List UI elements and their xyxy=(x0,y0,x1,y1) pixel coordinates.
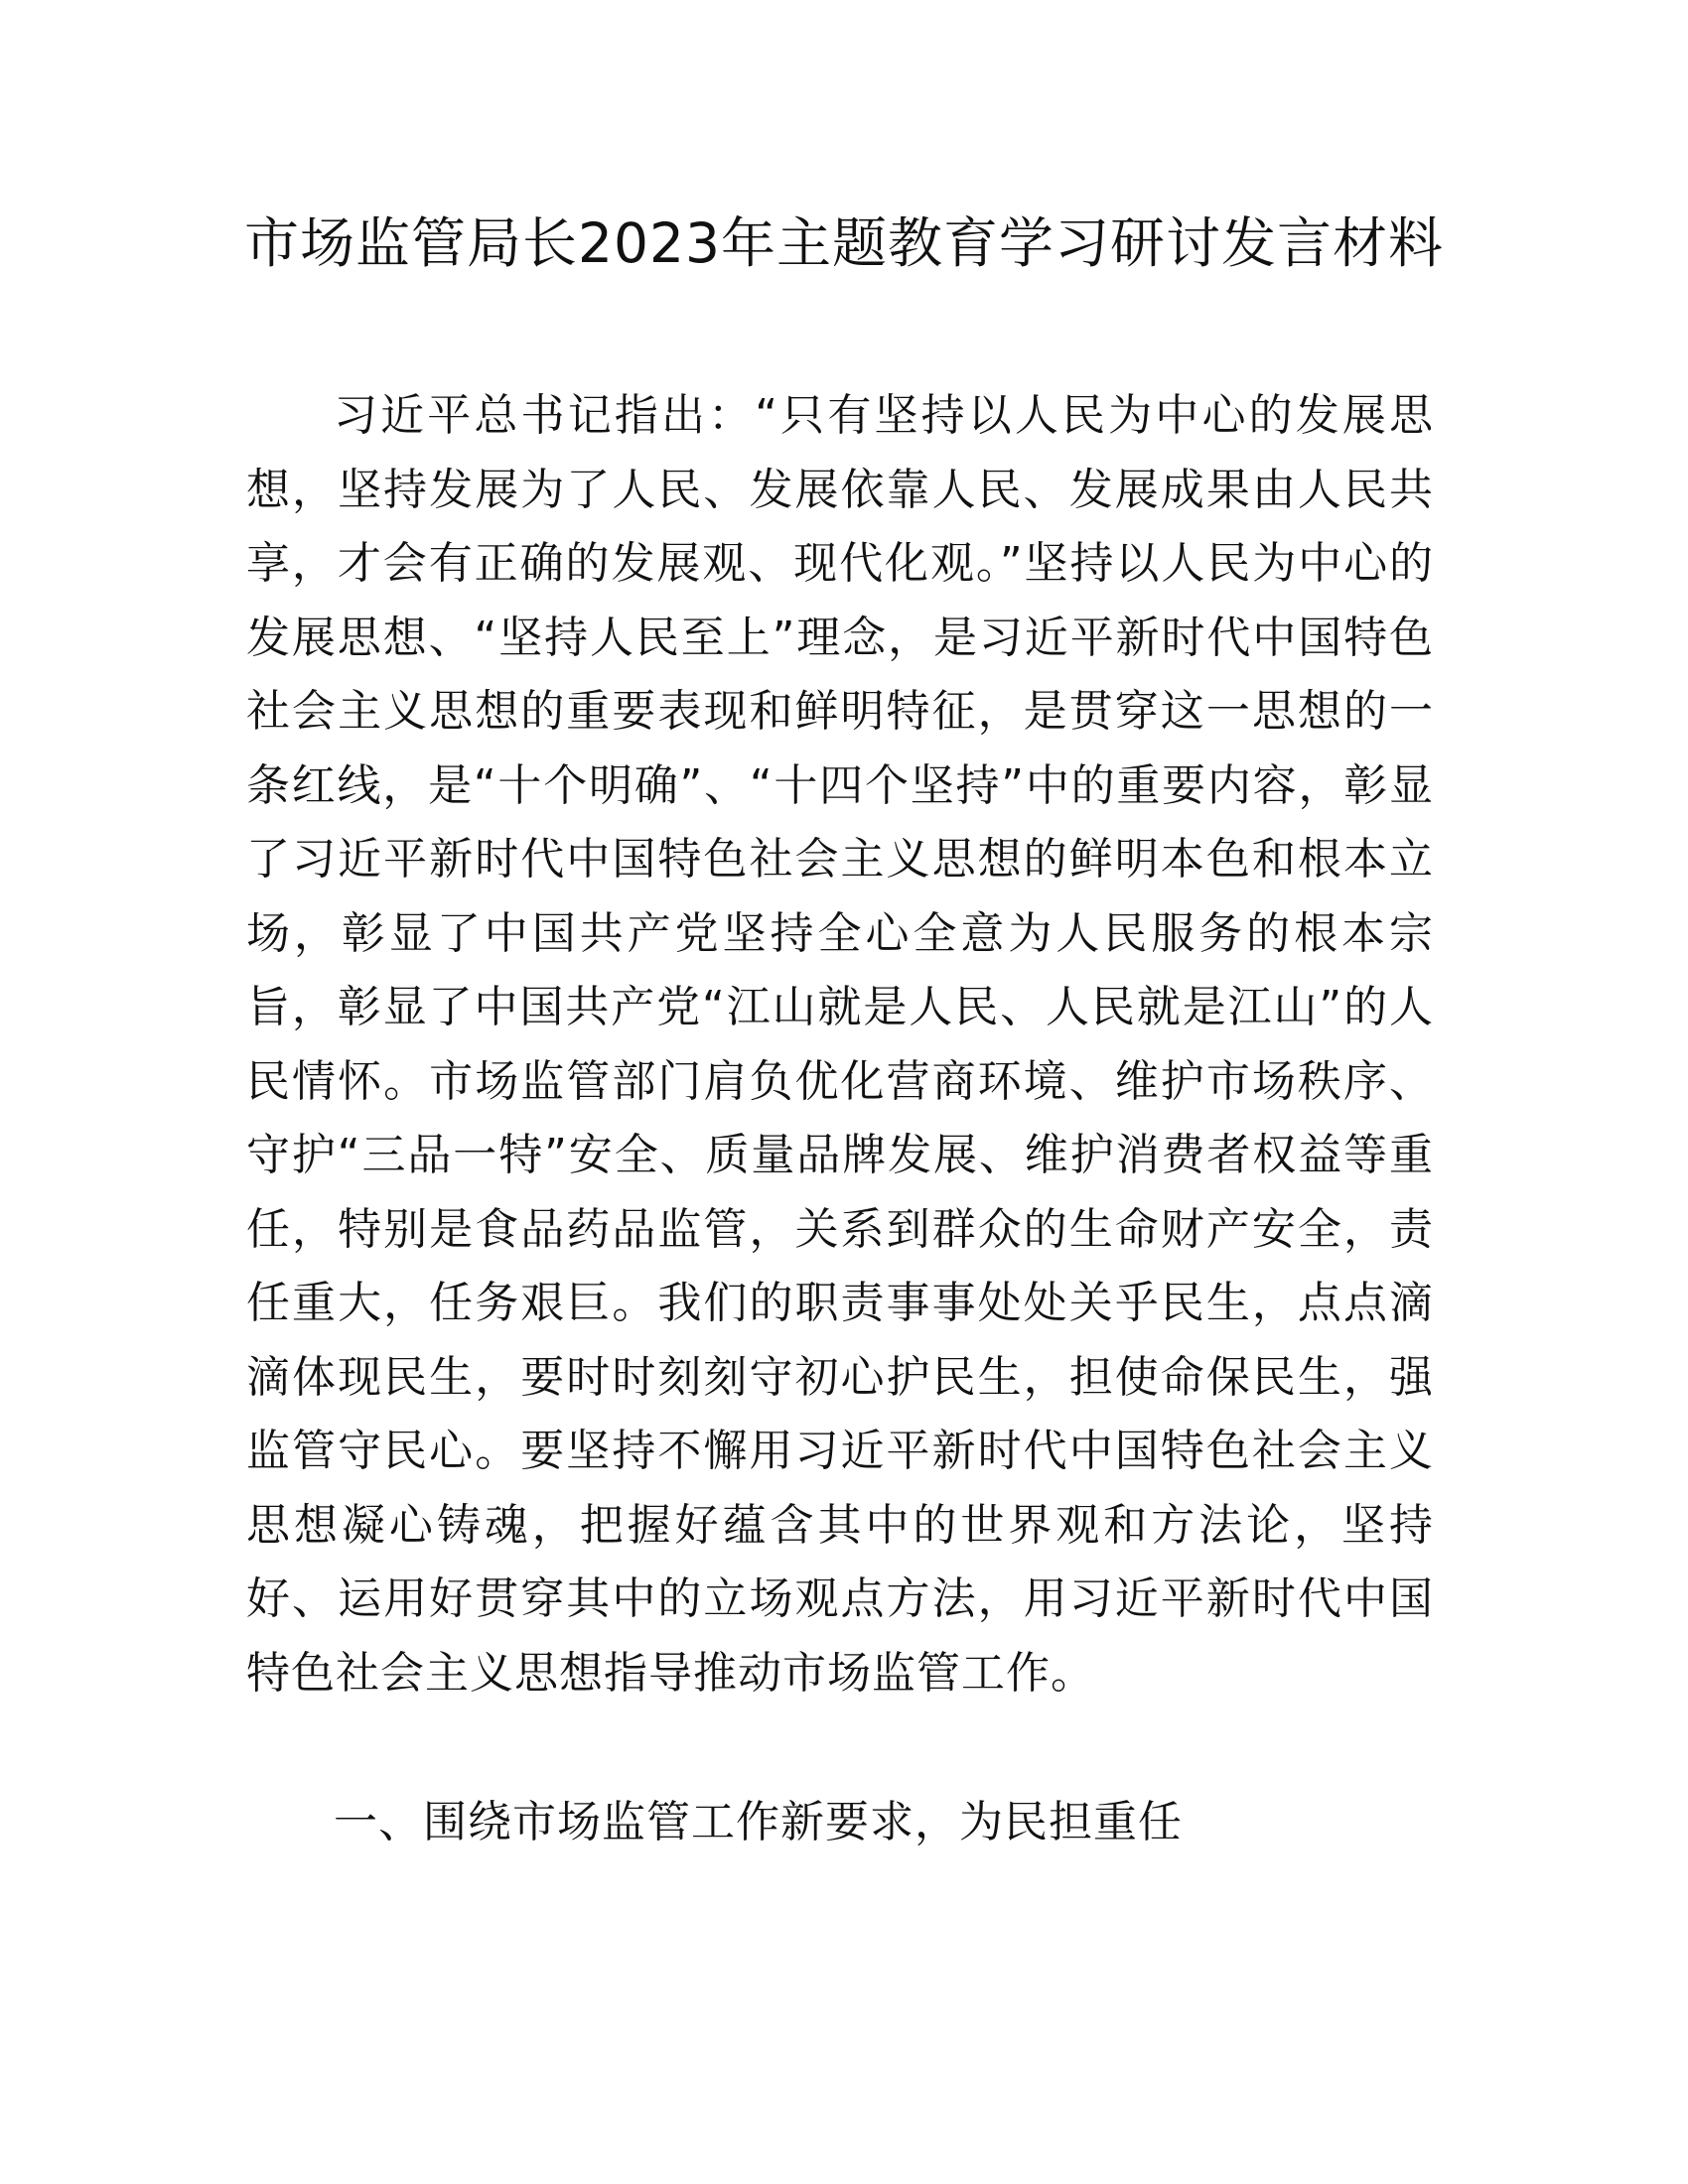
body-paragraph: 习近平总书记指出：“只有坚持以人民为中心的发展思想，坚持发展为了人民、发展依靠人民、发展成果由人民共享，才会有正确的发展观、现代化观。”坚持以人民为中心的发展思想、“坚持人民至上”理念，是习近平新时代中国特色社会主义思想的重要表现和鲜明特征，是贯穿这一思想的一条红线，是“十个明确”、“十四个坚持”中的重要内容，彰显了习近平新时代中国特色社会主义思想的鲜明本色和根本立场，彰显了中国共产党坚持全心全意为人民服务的根本宗旨，彰显了中国共产党“江山就是人民、人民就是江山”的人民情怀。市场监管部门肩负优化营商环境、维护市场秩序、守护“三品一特”安全、质量品牌发展、维护消费者权益等重任，特别是食品药品监管，关系到群众的生命财产安全，责任重大，任务艰巨。我们的职责事事处处关乎民生，点点滴滴体现民生，要时时刻刻守初心护民生，担使命保民生，强监管守民心。要坚持不懈用习近平新时代中国特色社会主义思想凝心铸魂，把握好蕴含其中的世界观和方法论，坚持好、运用好贯穿其中的立场观点方法，用习近平新时代中国特色社会主义思想指导推动市场监管工作。 xyxy=(246,390,1434,1699)
section-heading: 一、围绕市场监管工作新要求，为民担重任 xyxy=(334,1797,1183,1847)
document-title: 市场监管局长2023年主题教育学习研讨发言材料 xyxy=(244,211,1444,275)
